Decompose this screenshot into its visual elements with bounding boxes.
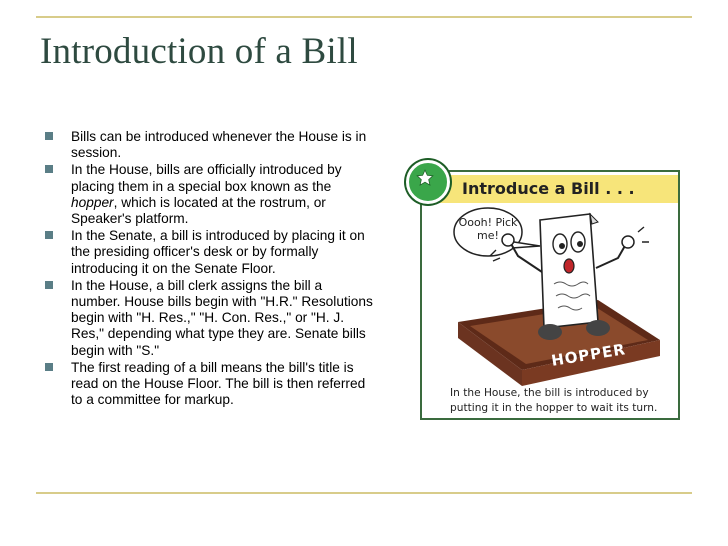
cartoon-caption: In the House, the bill is introduced by putting it in the hopper to wait its turn. <box>450 387 658 414</box>
hopper-label: HOPPER <box>550 340 627 370</box>
bullet-emphasis: hopper <box>71 194 114 210</box>
bullet-text: Bills can be introduced whenever the House is in session. <box>71 129 367 161</box>
bill-pupil-right <box>577 241 583 247</box>
bullet-list <box>44 129 374 409</box>
square-bullet-icon <box>45 231 53 239</box>
slide-bottom-rule <box>36 492 692 494</box>
cartoon-panel <box>420 170 680 420</box>
square-bullet-icon <box>45 281 53 289</box>
bullet-text: In the Senate, a bill is introduced by placing it on the presiding officer's desk or by formally introducing it on the Senate Floor. <box>71 228 365 276</box>
bullet-item <box>44 129 374 161</box>
bill-mouth <box>564 259 574 273</box>
bill-foot-left <box>538 324 562 340</box>
bullet-item <box>44 162 374 227</box>
slide-top-rule <box>36 16 692 18</box>
bullet-item <box>44 360 374 409</box>
bill-foot-right <box>586 320 610 336</box>
bullet-text <box>71 162 342 226</box>
bullet-text: In the House, a bill clerk assigns the bill a number. House bills begin with "H.R." Resolutions begin with "H. Res.," "H. Con. Res.," or "H. J. Res," depending what type they are. Senate bills begin with "S." <box>71 277 373 358</box>
bullet-text: The first reading of a bill means the bill's title is read on the House Floor. The bill is then referred to a committee for markup. <box>71 359 366 408</box>
cartoon-header-label: Introduce a Bill . . . <box>462 179 635 198</box>
speech-bubble <box>456 210 520 256</box>
bill-arm-right <box>596 244 626 268</box>
square-bullet-icon <box>45 363 53 371</box>
slide-title: Introduction of a Bill <box>40 31 358 72</box>
square-bullet-icon <box>45 132 53 140</box>
bullet-text-part: , which is located at the rostrum, or Speaker's platform. <box>71 194 326 227</box>
bill-pupil-left <box>559 243 565 249</box>
bill-paper-fold <box>590 214 598 224</box>
bullet-item <box>44 228 374 277</box>
bullet-text-part: In the House, bills are officially introduced by placing them in a special box known as the <box>71 162 342 194</box>
speech-text: Oooh! Pick me! <box>458 216 518 242</box>
bill-cartoon-illustration <box>422 172 678 418</box>
bill-hand-right <box>622 236 634 248</box>
bullet-item <box>44 278 374 359</box>
square-bullet-icon <box>45 165 53 173</box>
